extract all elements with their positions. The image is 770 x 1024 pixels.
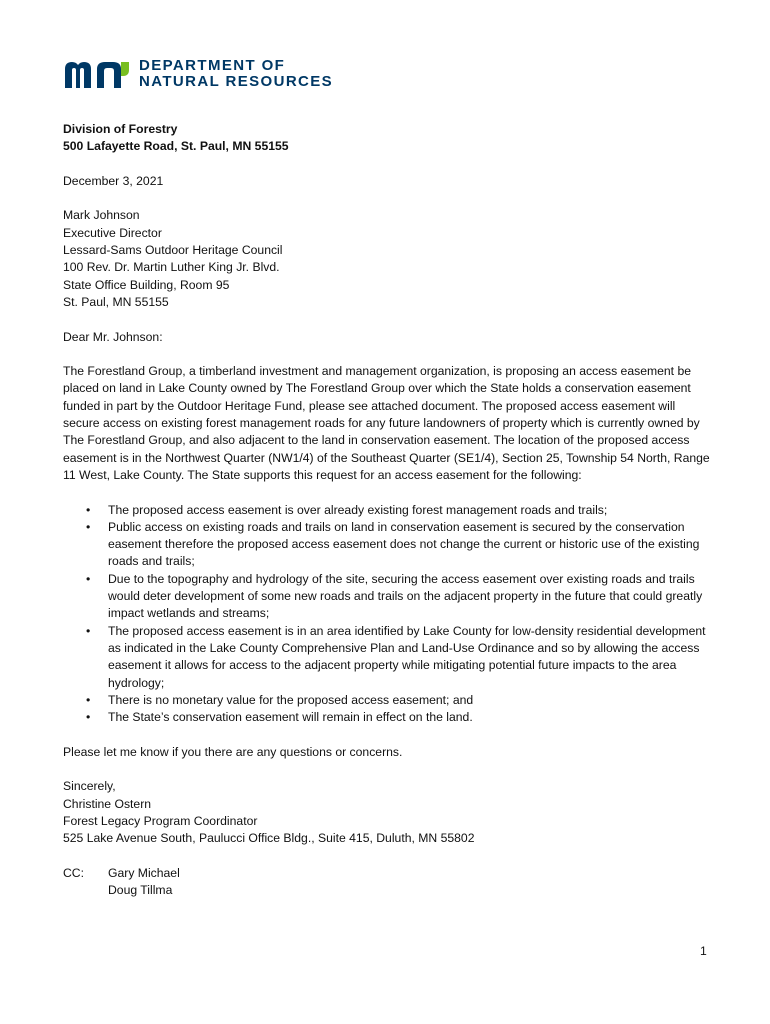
- logo-line-1: DEPARTMENT OF: [139, 57, 286, 74]
- page-number: 1: [700, 944, 707, 958]
- signature-title: Forest Legacy Program Coordinator: [63, 813, 258, 828]
- list-item: • Public access on existing roads and trails on land in conservation easement is secured by the conservation easement therefore the proposed access easement does not change the current or historic use of the existing roads and trails;: [63, 519, 713, 571]
- support-reasons-list: [63, 502, 713, 727]
- signature-name: Christine Ostern: [63, 796, 152, 811]
- recipient-line: 100 Rev. Dr. Martin Luther King Jr. Blvd.: [63, 260, 280, 275]
- list-item: • There is no monetary value for the proposed access easement; and: [63, 692, 713, 709]
- signature-closing: Sincerely,: [63, 779, 116, 794]
- letter-body: [63, 121, 713, 899]
- cc-block: [63, 865, 713, 900]
- closing-paragraph: Please let me know if you there are any questions or concerns.: [63, 744, 403, 759]
- recipient-line: Mark Johnson: [63, 208, 140, 223]
- list-item: • Due to the topography and hydrology of the site, securing the access easement over existing roads and trails would deter development of some new roads and trails on the adjacent property in the future that could greatly impact wetlands and streams;: [63, 571, 713, 623]
- logo-text: [139, 58, 333, 90]
- sender-address: 500 Lafayette Road, St. Paul, MN 55155: [63, 139, 289, 154]
- recipient-line: St. Paul, MN 55155: [63, 294, 169, 309]
- logo-line-2: NATURAL RESOURCES: [139, 73, 334, 90]
- signature-address: 525 Lake Avenue South, Paulucci Office Bldg., Suite 415, Duluth, MN 55802: [63, 831, 475, 846]
- recipient-line: Lessard-Sams Outdoor Heritage Council: [63, 243, 283, 258]
- sender-division: Division of Forestry: [63, 122, 178, 136]
- letter-date: December 3, 2021: [63, 173, 164, 188]
- recipient-line: Executive Director: [63, 225, 162, 240]
- salutation: Dear Mr. Johnson:: [63, 329, 163, 344]
- mn-wordmark-icon: [63, 60, 131, 88]
- list-item: • The proposed access easement is in an area identified by Lake County for low-density residential development as indicated in the Lake County Comprehensive Plan and Land-Use Ordinance and so by allowing the access easement it allows for access to the adjacent property while mitigating potential future impacts to the area hydrology;: [63, 623, 713, 692]
- cc-name: Doug Tillma: [108, 883, 173, 898]
- cc-label: CC:: [63, 865, 84, 880]
- signature-block: [63, 778, 713, 847]
- recipient-line: State Office Building, Room 95: [63, 277, 230, 292]
- recipient-block: [63, 207, 713, 311]
- list-item: • The State’s conservation easement will remain in effect on the land.: [63, 709, 713, 726]
- intro-paragraph: The Forestland Group, a timberland investment and management organization, is proposing an access easement be placed on land in Lake County owned by The Forestland Group over which the State holds a conservation easement funded in part by the Outdoor Heritage Fund, please see attached document. The proposed access easement will secure access on existing forest management roads for any future landowners of property which is currently owned by The Forestland Group, and also adjacent to the land in conservation easement. The location of the proposed access easement is in the Northwest Quarter (NW1/4) of the Southeast Quarter (SE1/4), Section 25, Township 54 North, Range 11 West, Lake County. The State supports this request for an access easement for the following:: [63, 364, 710, 482]
- list-item: • The proposed access easement is over already existing forest management roads and trails;: [63, 502, 713, 519]
- cc-name: Gary Michael: [108, 865, 180, 880]
